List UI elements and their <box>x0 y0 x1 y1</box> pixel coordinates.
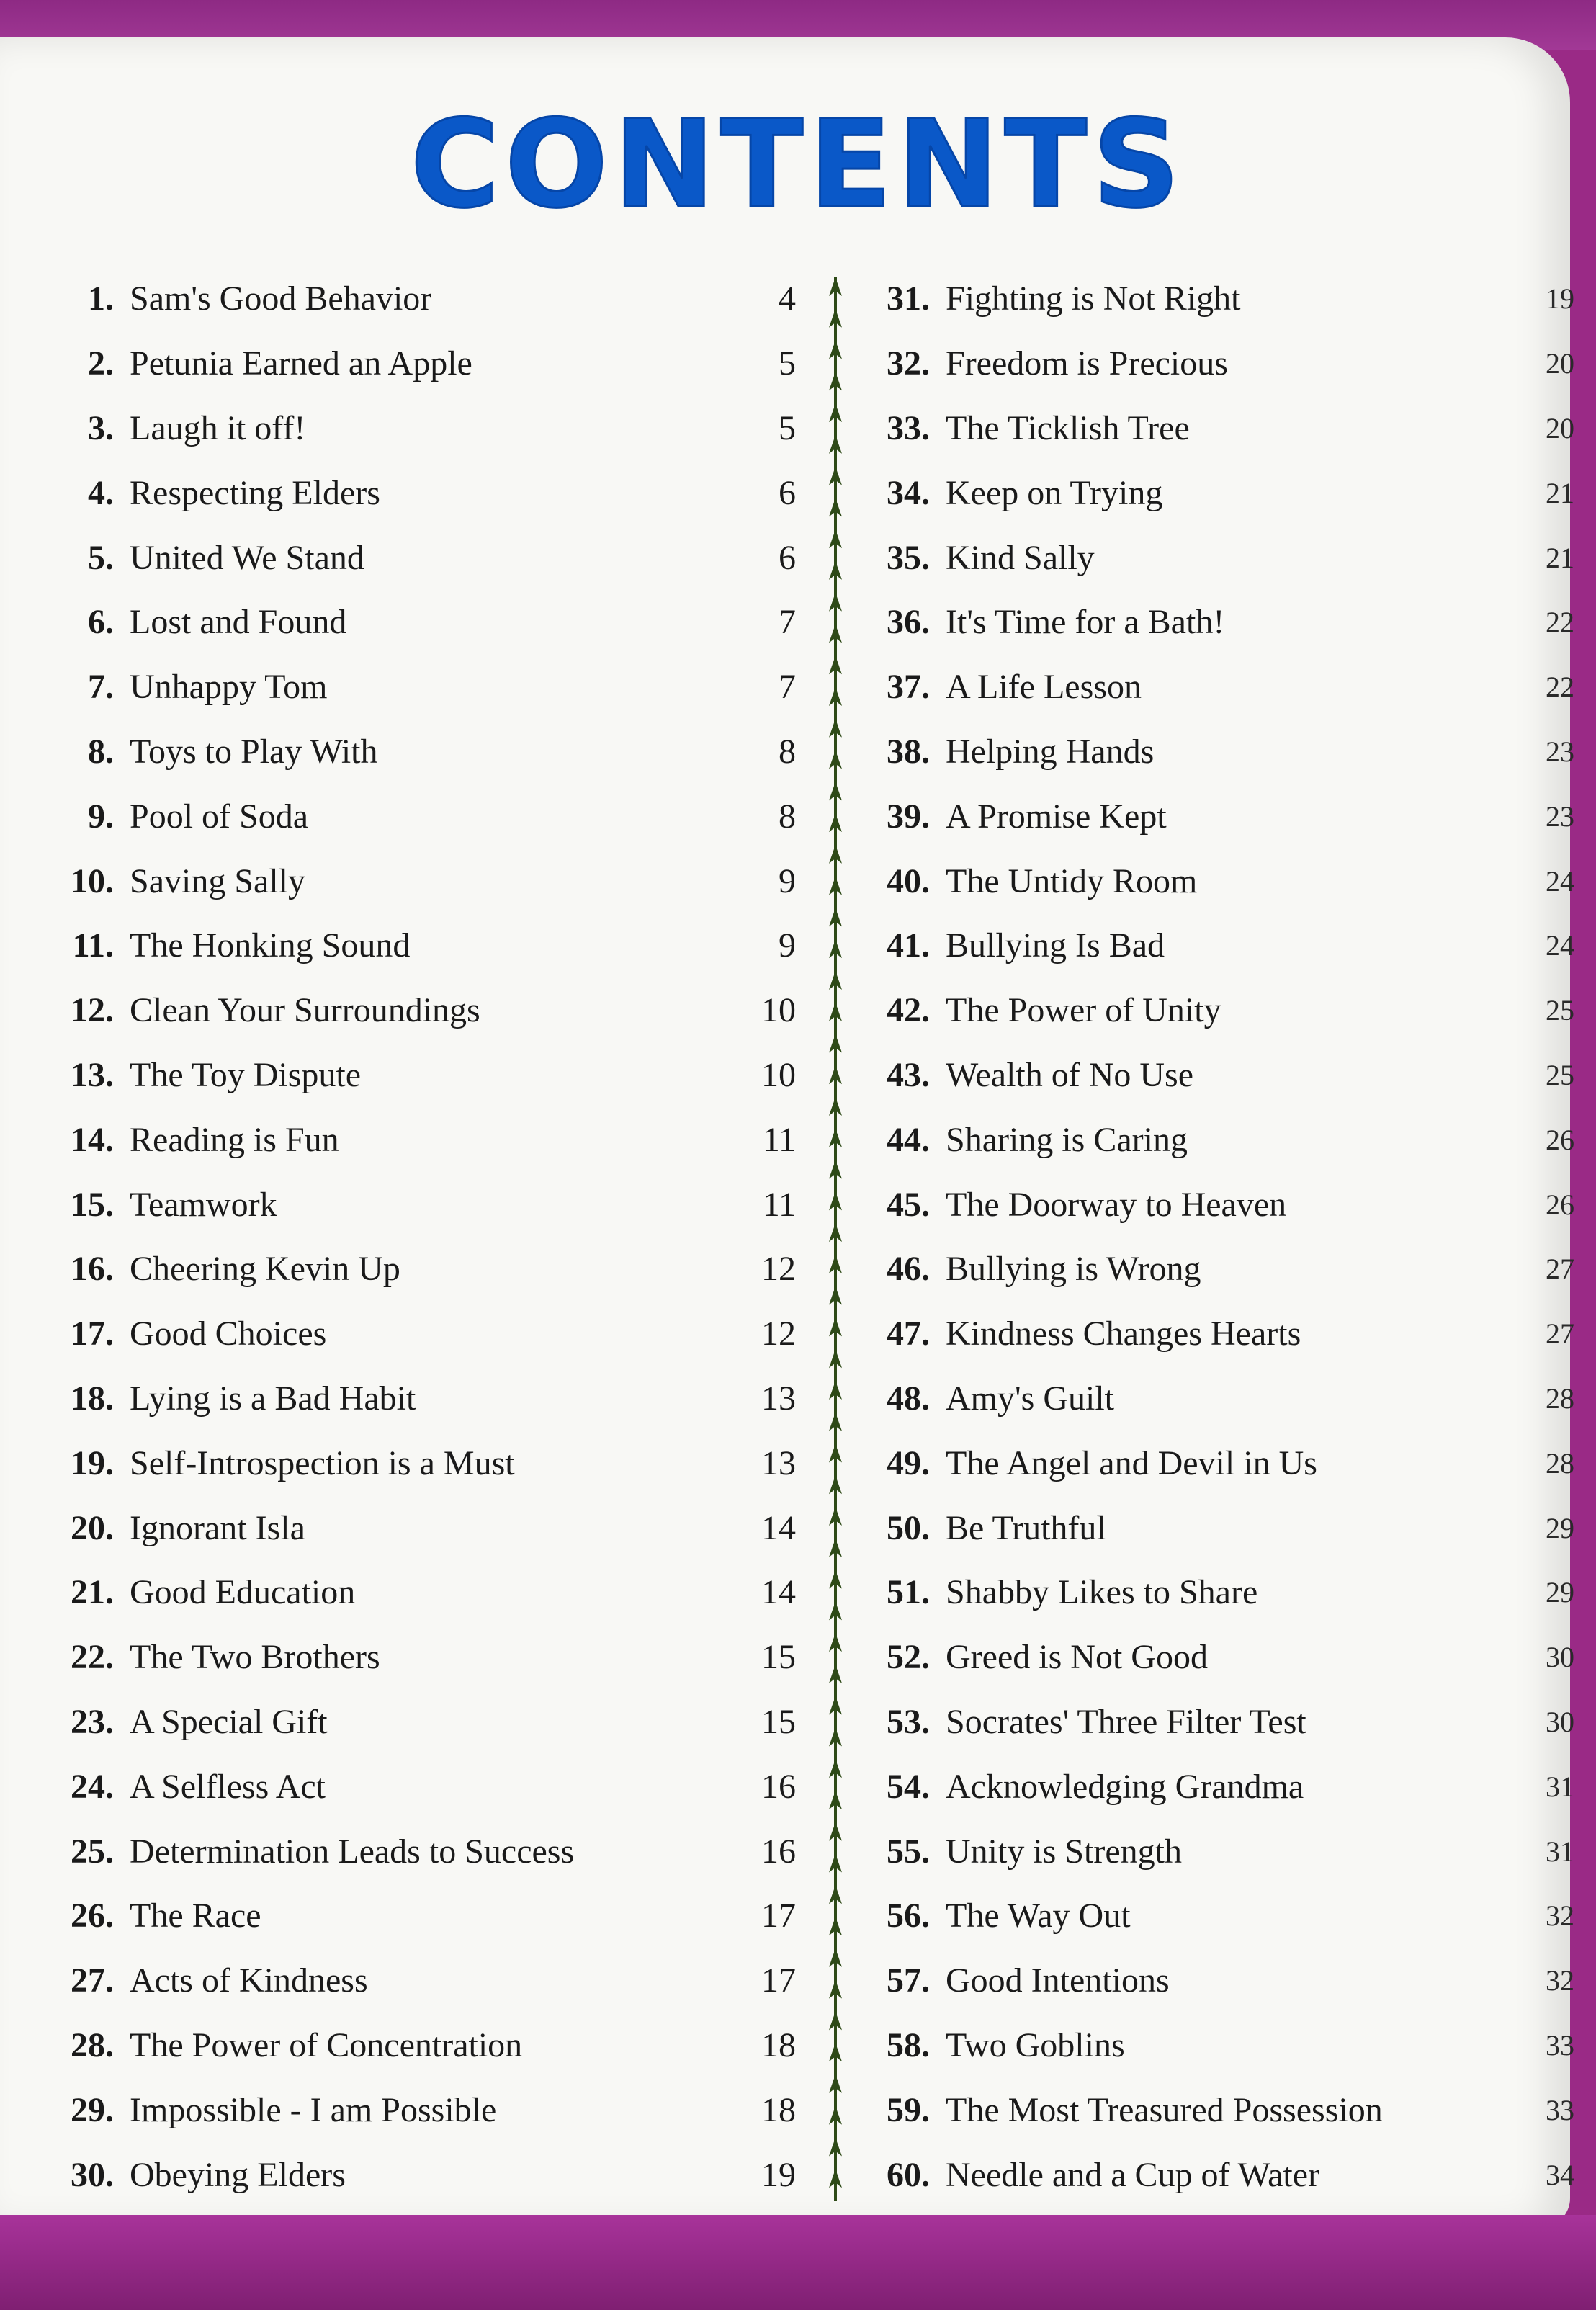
toc-entry-title: United We Stand <box>130 538 364 577</box>
toc-entry-title: The Most Treasured Possession <box>946 2090 1383 2129</box>
toc-entry-number: 24. <box>71 1767 114 1806</box>
toc-entry-page-number: 4 <box>779 279 796 318</box>
toc-entry-number: 31. <box>887 279 930 318</box>
toc-entry-page-number: 16 <box>761 1767 796 1806</box>
toc-entry-title: Respecting Elders <box>130 473 380 512</box>
toc-entry-title: Ignorant Isla <box>130 1508 305 1547</box>
toc-entry-title: Two Goblins <box>946 2025 1125 2064</box>
toc-entry-number: 15. <box>71 1185 114 1224</box>
toc-entry-title: A Life Lesson <box>946 668 1142 707</box>
toc-entry-title: A Selfless Act <box>130 1767 326 1806</box>
toc-entry-title: The Way Out <box>946 1897 1131 1935</box>
toc-entry <box>61 1625 796 1690</box>
toc-entry-number: 41. <box>887 926 930 965</box>
toc-entry <box>877 1690 1574 1755</box>
toc-entry-title: Kindness Changes Hearts <box>946 1315 1301 1353</box>
toc-entry-title: Shabby Likes to Share <box>946 1573 1258 1612</box>
toc-entry-number: 25. <box>71 1832 114 1871</box>
toc-entry <box>61 913 796 978</box>
toc-entry <box>877 1625 1574 1690</box>
toc-entry-page-number: 5 <box>779 344 796 383</box>
toc-entry-title: Self-Introspection is a Must <box>130 1443 515 1482</box>
toc-entry-page-number: 33 <box>1546 2028 1574 2061</box>
toc-entry-number: 36. <box>887 603 930 642</box>
toc-entry-page-number: 5 <box>779 408 796 447</box>
toc-entry-title: Bullying Is Bad <box>946 926 1165 965</box>
toc-entry <box>61 1560 796 1625</box>
toc-entry-title: Needle and a Cup of Water <box>946 2155 1320 2194</box>
toc-entry-title: The Two Brothers <box>130 1638 380 1677</box>
toc-entry <box>877 1366 1574 1431</box>
toc-entry <box>61 1495 796 1560</box>
toc-entry <box>61 2077 796 2142</box>
toc-entry-number: 48. <box>887 1379 930 1418</box>
toc-entry-title: Laugh it off! <box>130 408 306 447</box>
toc-entry-number: 11. <box>72 926 114 965</box>
toc-entry-number: 4. <box>88 473 114 512</box>
toc-entry-number: 43. <box>887 1055 930 1094</box>
toc-entry-number: 49. <box>887 1443 930 1482</box>
toc-entry-number: 27. <box>71 1961 114 2000</box>
toc-entry-page-number: 23 <box>1546 800 1574 833</box>
toc-entry-title: Sam's Good Behavior <box>130 279 432 318</box>
toc-entry-number: 46. <box>887 1250 930 1289</box>
toc-entry-page-number: 12 <box>761 1250 796 1289</box>
toc-entry-number: 38. <box>887 732 930 771</box>
toc-entry-page-number: 24 <box>1546 864 1574 897</box>
toc-entry <box>877 2077 1574 2142</box>
toc-entry-title: Wealth of No Use <box>946 1055 1194 1094</box>
toc-entry-page-number: 28 <box>1546 1382 1574 1415</box>
toc-entry-number: 37. <box>887 668 930 707</box>
toc-entry-page-number: 27 <box>1546 1317 1574 1351</box>
toc-entry-page-number: 19 <box>1546 282 1574 315</box>
toc-entry-number: 51. <box>887 1573 930 1612</box>
toc-entry-title: Unity is Strength <box>946 1832 1183 1871</box>
toc-entry-number: 56. <box>887 1897 930 1935</box>
toc-entry-title: Socrates' Three Filter Test <box>946 1702 1306 1741</box>
toc-entry-number: 6. <box>88 603 114 642</box>
toc-entry-page-number: 12 <box>761 1315 796 1353</box>
toc-entry <box>61 655 796 720</box>
toc-entry-title: Bullying is Wrong <box>946 1250 1201 1289</box>
toc-entry-title: Petunia Earned an Apple <box>130 344 472 383</box>
toc-entry-page-number: 32 <box>1546 1964 1574 1997</box>
toc-entry-number: 40. <box>887 861 930 900</box>
toc-entry-page-number: 18 <box>761 2025 796 2064</box>
toc-entry-title: Keep on Trying <box>946 473 1163 512</box>
toc-entry-title: Acknowledging Grandma <box>946 1767 1304 1806</box>
toc-entry-number: 23. <box>71 1702 114 1741</box>
toc-entry-title: Reading is Fun <box>130 1120 339 1159</box>
toc-entry <box>877 1043 1574 1108</box>
toc-entry <box>877 720 1574 784</box>
toc-entry-page-number: 31 <box>1546 1770 1574 1803</box>
toc-entry <box>877 1754 1574 1819</box>
toc-entry-number: 29. <box>71 2090 114 2129</box>
toc-entry-title: The Untidy Room <box>946 861 1198 900</box>
toc-entry-title: Impossible - I am Possible <box>130 2090 497 2129</box>
toc-entry <box>61 267 796 331</box>
toc-entry-title: Pool of Soda <box>130 797 309 836</box>
toc-entry <box>61 1237 796 1302</box>
toc-entry-page-number: 17 <box>761 1897 796 1935</box>
toc-entry-page-number: 25 <box>1546 1058 1574 1091</box>
toc-entry-page-number: 23 <box>1546 735 1574 768</box>
page-title: CONTENTS <box>410 94 1186 235</box>
toc-entry <box>61 460 796 525</box>
toc-entry <box>61 2142 796 2207</box>
toc-entry-page-number: 21 <box>1546 541 1574 574</box>
toc-entry <box>877 1495 1574 1560</box>
toc-entry <box>61 590 796 655</box>
toc-entry-title: The Doorway to Heaven <box>946 1185 1287 1224</box>
toc-entry <box>61 1754 796 1819</box>
toc-entry-page-number: 9 <box>779 861 796 900</box>
toc-entry <box>877 1431 1574 1495</box>
toc-entry-page-number: 22 <box>1546 606 1574 639</box>
toc-entry-number: 42. <box>887 991 930 1030</box>
toc-entry-number: 44. <box>887 1120 930 1159</box>
toc-entry-title: Kind Sally <box>946 538 1095 577</box>
toc-entry-page-number: 30 <box>1546 1705 1574 1738</box>
toc-entry-title: The Toy Dispute <box>130 1055 362 1094</box>
toc-entry-title: The Angel and Devil in Us <box>946 1443 1317 1482</box>
toc-entry-page-number: 7 <box>779 603 796 642</box>
toc-entry-page-number: 8 <box>779 732 796 771</box>
toc-entry-page-number: 11 <box>762 1120 796 1159</box>
toc-entry <box>877 978 1574 1043</box>
toc-entry-number: 19. <box>71 1443 114 1482</box>
toc-entry-page-number: 9 <box>779 926 796 965</box>
toc-entry <box>61 1431 796 1495</box>
book-frame-bottom <box>0 2215 1596 2310</box>
toc-entry-number: 1. <box>88 279 114 318</box>
toc-entry-page-number: 27 <box>1546 1253 1574 1286</box>
toc-entry-page-number: 13 <box>761 1379 796 1418</box>
arrow-vine-divider-icon <box>821 277 850 2201</box>
toc-entry-title: Helping Hands <box>946 732 1155 771</box>
toc-entry <box>61 1819 796 1884</box>
toc-entry <box>877 913 1574 978</box>
toc-entry-page-number: 6 <box>779 473 796 512</box>
toc-entry-title: Lying is a Bad Habit <box>130 1379 416 1418</box>
toc-entry <box>877 590 1574 655</box>
toc-entry-page-number: 29 <box>1546 1576 1574 1609</box>
toc-entry-number: 9. <box>88 797 114 836</box>
toc-entry-page-number: 30 <box>1546 1641 1574 1674</box>
toc-entry-number: 21. <box>71 1573 114 1612</box>
toc-entry-number: 22. <box>71 1638 114 1677</box>
toc-entry <box>61 1043 796 1108</box>
toc-entry-title: Clean Your Surroundings <box>130 991 480 1030</box>
toc-entry-page-number: 7 <box>779 668 796 707</box>
toc-entry-page-number: 24 <box>1546 929 1574 962</box>
toc-entry <box>877 1172 1574 1237</box>
toc-entry-page-number: 10 <box>761 991 796 1030</box>
toc-entry <box>877 1237 1574 1302</box>
toc-entry-title: Amy's Guilt <box>946 1379 1114 1418</box>
toc-entry-page-number: 32 <box>1546 1899 1574 1933</box>
toc-entry-title: Freedom is Precious <box>946 344 1228 383</box>
toc-entry-title: Cheering Kevin Up <box>130 1250 400 1289</box>
toc-entry-title: Determination Leads to Success <box>130 1832 575 1871</box>
toc-entry <box>877 2013 1574 2078</box>
toc-entry-number: 45. <box>887 1185 930 1224</box>
toc-entry-number: 12. <box>71 991 114 1030</box>
toc-entry-page-number: 25 <box>1546 994 1574 1027</box>
toc-entry <box>61 1107 796 1172</box>
toc-entry <box>877 331 1574 396</box>
toc-entry-title: Acts of Kindness <box>130 1961 368 2000</box>
toc-entry-title: Teamwork <box>130 1185 277 1224</box>
toc-entry-title: The Honking Sound <box>130 926 411 965</box>
toc-entry <box>877 267 1574 331</box>
toc-entry-page-number: 28 <box>1546 1446 1574 1479</box>
toc-entry-title: Toys to Play With <box>130 732 378 771</box>
toc-entry-page-number: 11 <box>762 1185 796 1224</box>
toc-entry <box>877 655 1574 720</box>
toc-entry <box>61 396 796 461</box>
toc-entry-number: 26. <box>71 1897 114 1935</box>
toc-entry-title: Sharing is Caring <box>946 1120 1188 1159</box>
toc-entry-page-number: 14 <box>761 1508 796 1547</box>
toc-entry-page-number: 26 <box>1546 1123 1574 1156</box>
toc-entry-page-number: 6 <box>779 538 796 577</box>
toc-column-right <box>877 267 1574 2207</box>
toc-entry-page-number: 18 <box>761 2090 796 2129</box>
toc-entry-title: Lost and Found <box>130 603 347 642</box>
toc-entry-title: Unhappy Tom <box>130 668 328 707</box>
toc-entry <box>61 2013 796 2078</box>
toc-entry <box>61 1366 796 1431</box>
toc-entry-title: Obeying Elders <box>130 2155 346 2194</box>
toc-entry <box>877 1302 1574 1366</box>
toc-entry <box>877 2142 1574 2207</box>
toc-entry-title: Fighting is Not Right <box>946 279 1241 318</box>
toc-entry-page-number: 8 <box>779 797 796 836</box>
toc-entry-page-number: 29 <box>1546 1511 1574 1544</box>
toc-entry-number: 35. <box>887 538 930 577</box>
toc-entry <box>877 1884 1574 1948</box>
toc-entry-number: 59. <box>887 2090 930 2129</box>
toc-entry-page-number: 17 <box>761 1961 796 2000</box>
toc-entry-number: 53. <box>887 1702 930 1741</box>
toc-entry-page-number: 22 <box>1546 671 1574 704</box>
toc-entry-number: 33. <box>887 408 930 447</box>
toc-entry-page-number: 31 <box>1546 1835 1574 1868</box>
toc-entry-title: The Ticklish Tree <box>946 408 1190 447</box>
toc-entry-number: 34. <box>887 473 930 512</box>
toc-entry <box>61 978 796 1043</box>
toc-entry <box>61 1302 796 1366</box>
toc-entry <box>61 849 796 913</box>
toc-entry-title: The Race <box>130 1897 261 1935</box>
toc-entry-page-number: 21 <box>1546 476 1574 509</box>
toc-entry-number: 5. <box>88 538 114 577</box>
toc-entry-number: 8. <box>88 732 114 771</box>
toc-entry-number: 55. <box>887 1832 930 1871</box>
toc-entry <box>61 1884 796 1948</box>
toc-entry-number: 18. <box>71 1379 114 1418</box>
toc-entry-title: The Power of Concentration <box>130 2025 523 2064</box>
toc-entry-number: 14. <box>71 1120 114 1159</box>
toc-entry <box>877 849 1574 913</box>
toc-entry-number: 28. <box>71 2025 114 2064</box>
toc-entry-title: A Promise Kept <box>946 797 1167 836</box>
toc-entry <box>877 1107 1574 1172</box>
toc-entry-page-number: 10 <box>761 1055 796 1094</box>
toc-entry-page-number: 34 <box>1546 2158 1574 2191</box>
toc-entry-title: Good Education <box>130 1573 356 1612</box>
toc-entry-page-number: 16 <box>761 1832 796 1871</box>
toc-entry <box>877 1560 1574 1625</box>
toc-entry-number: 50. <box>887 1508 930 1547</box>
toc-entry <box>61 1948 796 2013</box>
toc-entry-number: 52. <box>887 1638 930 1677</box>
toc-entry-title: Good Choices <box>130 1315 327 1353</box>
toc-entry-number: 17. <box>71 1315 114 1353</box>
toc-entry-page-number: 20 <box>1546 411 1574 444</box>
toc-entry-title: It's Time for a Bath! <box>946 603 1225 642</box>
toc-entry-number: 2. <box>88 344 114 383</box>
toc-entry <box>877 1948 1574 2013</box>
toc-entry <box>877 784 1574 849</box>
toc-entry-number: 57. <box>887 1961 930 2000</box>
toc-entry <box>61 1172 796 1237</box>
toc-entry <box>877 1819 1574 1884</box>
toc-entry-page-number: 20 <box>1546 347 1574 380</box>
toc-entry <box>61 525 796 590</box>
toc-entry-number: 39. <box>887 797 930 836</box>
toc-entry-number: 16. <box>71 1250 114 1289</box>
toc-entry-number: 60. <box>887 2155 930 2194</box>
toc-entry-page-number: 33 <box>1546 2093 1574 2126</box>
toc-entry-page-number: 26 <box>1546 1188 1574 1221</box>
toc-entry-number: 58. <box>887 2025 930 2064</box>
toc-entry-number: 47. <box>887 1315 930 1353</box>
toc-entry-number: 13. <box>71 1055 114 1094</box>
toc-entry-title: A Special Gift <box>130 1702 328 1741</box>
toc-entry-number: 20. <box>71 1508 114 1547</box>
toc-entry <box>877 396 1574 461</box>
toc-column-left <box>61 267 796 2207</box>
toc-entry-title: Saving Sally <box>130 861 306 900</box>
toc-entry-number: 10. <box>71 861 114 900</box>
toc-entry <box>61 720 796 784</box>
toc-entry-number: 30. <box>71 2155 114 2194</box>
toc-entry-page-number: 15 <box>761 1702 796 1741</box>
toc-entry-number: 3. <box>88 408 114 447</box>
toc-entry-page-number: 15 <box>761 1638 796 1677</box>
toc-entry <box>61 1690 796 1755</box>
toc-entry-title: Greed is Not Good <box>946 1638 1208 1677</box>
toc-entry <box>61 331 796 396</box>
toc-entry-page-number: 14 <box>761 1573 796 1612</box>
toc-entry-number: 7. <box>88 668 114 707</box>
toc-entry-title: Good Intentions <box>946 1961 1170 2000</box>
toc-entry <box>877 525 1574 590</box>
toc-entry-page-number: 13 <box>761 1443 796 1482</box>
toc-entry <box>877 460 1574 525</box>
toc-entry-number: 32. <box>887 344 930 383</box>
toc-entry <box>61 784 796 849</box>
toc-entry-title: The Power of Unity <box>946 991 1221 1030</box>
toc-entry-number: 54. <box>887 1767 930 1806</box>
toc-entry-title: Be Truthful <box>946 1508 1106 1547</box>
toc-entry-page-number: 19 <box>761 2155 796 2194</box>
